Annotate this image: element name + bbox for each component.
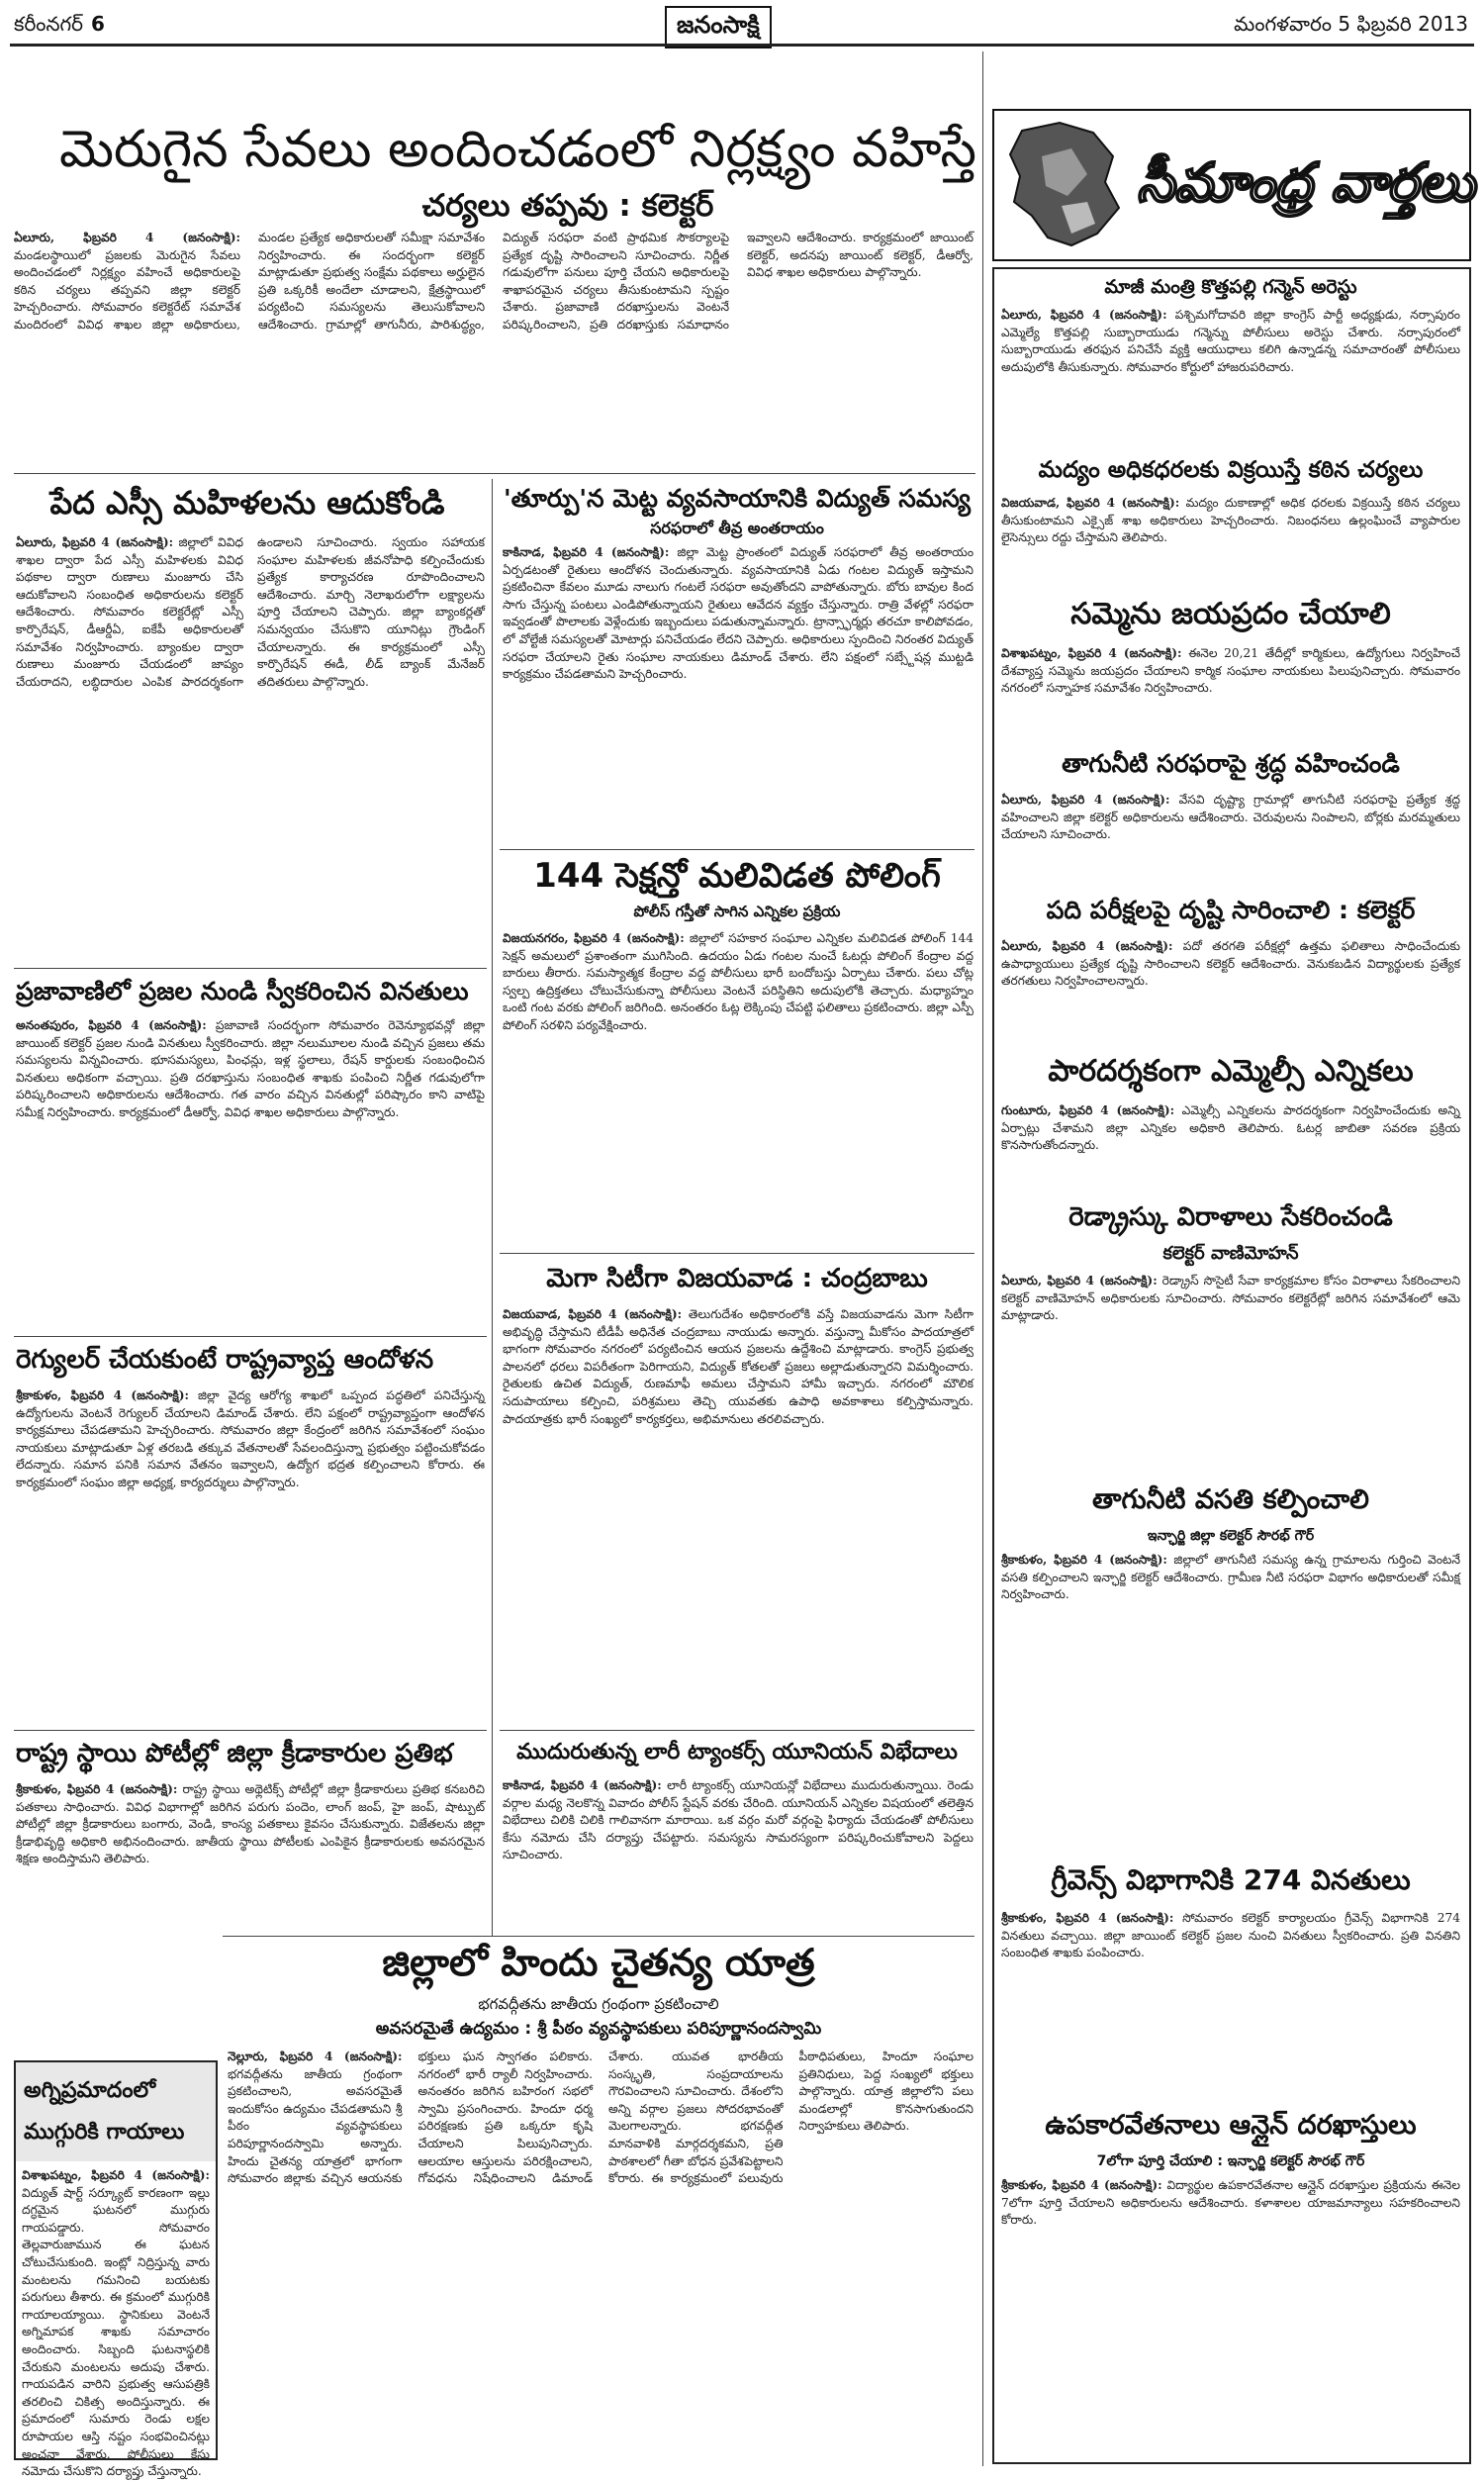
seemandhra-banner-title: సీమాంధ్ర వార్తలు	[1137, 150, 1475, 214]
lorry-text: లారీ ట్యాంకర్స్ యూనియన్లో విభేదాలు ముదురుతున్నాయి. రెండు వర్గాల మధ్య నెలకొన్న వివాదం పోలీస్ స్టేషన్ వరకు చేరింది. యూనియన్ ఎన్నికల విషయంలో తలెత్తిన విభేదాలు చిలికి చిలికి గాలివానగా మారాయి. ఒక వర్గం మరో వర్గంపై ఫిర్యాదు చేయడంతో పోలీసులు కేసు నమోదు చేసి దర్యాప్తు చేపట్టారు. సమస్యను సామరస్యంగా పరిష్కరించుకోవాలని పెద్దలు సూచించారు.	[503, 1778, 974, 1862]
side-item-1-body	[1001, 495, 1460, 584]
lead-body-text: మండలస్థాయిలో ప్రజలకు మెరుగైన సేవలు అందించడంలో నిర్లక్ష్యం వహించే అధికారులపై కఠిన చర్యలు తప్పవని జిల్లా కలెక్టర్ హెచ్చరించారు. సోమవారం కలెక్టరేట్ సమావేశ మందిరంలో వివిధ శాఖల జిల్లా అధికారులు, మండల ప్రత్యేక అధికారులతో సమీక్షా సమావేశం నిర్వహించారు. ఈ సందర్భంగా కలెక్టర్ మాట్లాడుతూ ప్రభుత్వ సంక్షేమ పథకాలు అర్హులైన ప్రతి ఒక్కరికీ అందేలా చూడాలని, క్షేత్రస్థాయిలో పర్యటించి సమస్యలను తెలుసుకోవాలని ఆదేశించారు. గ్రామాల్లో తాగునీరు, పారిశుద్ధ్యం, విద్యుత్ సరఫరా వంటి ప్రాథమిక సౌకర్యాలపై ప్రత్యేక దృష్టి సారించాలని సూచించారు. నిర్ణీత గడువులోగా పనులు పూర్తి చేయని అధికారులపై శాఖాపరమైన చర్యలు తీసుకుంటామని స్పష్టం చేశారు. ప్రజావాణి దరఖాస్తులను వెంటనే పరిష్కరించాలని, ప్రతి దరఖాస్తుకు సమాధానం ఇవ్వాలని ఆదేశించారు. కార్యక్రమంలో జాయింట్ కలెక్టర్, అదనపు జాయింట్ కలెక్టర్, డీఆర్వో, వివిధ శాఖల అధికారులు పాల్గొన్నారు.	[14, 231, 974, 332]
side-item-6-dateline: ఏలూరు, ఫిబ్రవరి 4 (జనంసాక్షి):	[1001, 1274, 1158, 1288]
side-item-5-text: ఎమ్మెల్సీ ఎన్నికలను పారదర్శకంగా నిర్వహించేందుకు అన్ని ఏర్పాట్లు చేశామని జిల్లా ఎన్నికల అధికారి తెలిపారు. ఓటర్ల జాబితా సవరణ ప్రక్రియ కొనసాగుతోందన్నారు.	[1001, 1103, 1461, 1153]
side-item-7-subhead: ఇన్ఛార్జి జిల్లా కలెక్టర్ సౌరభ్ గౌర్	[1147, 1528, 1315, 1544]
rashtra-text: రాష్ట్ర స్థాయి అథ్లెటిక్స్ పోటీల్లో జిల్లా క్రీడాకారులు ప్రతిభ కనబరిచి పతకాలు సాధించారు. వివిధ విభాగాల్లో జరిగిన పరుగు పందెం, లాంగ్ జంప్, హై జంప్, షాట్పుట్ పోటీల్లో జిల్లా క్రీడాకారులు బంగారు, వెండి, కాంస్య పతకాలు కైవసం చేసుకున్నారు. విజేతలను జిల్లా క్రీడాభివృద్ధి అధికారి అభినందించారు. జాతీయ స్థాయి పోటీలకు ఎంపికైన క్రీడాకారులకు అవసరమైన శిక్షణ అందిస్తామని తెలిపారు.	[16, 1782, 486, 1866]
polling-subhead: పోలీస్ గస్తీతో సాగిన ఎన్నికల ప్రక్రియ	[633, 903, 841, 920]
regular-text: జిల్లా వైద్య ఆరోగ్య శాఖలో ఒప్పంద పద్ధతిలో పనిచేస్తున్న ఉద్యోగులను వెంటనే రెగ్యులర్ చేయాలని డిమాండ్ చేశారు. లేని పక్షంలో రాష్ట్రవ్యాప్తంగా ఆందోళన కార్యక్రమాలు చేపడతామని హెచ్చరించారు. సోమవారం జిల్లా కేంద్రంలో జరిగిన సమావేశంలో సంఘం నాయకులు మాట్లాడుతూ ఏళ్ల తరబడి తక్కువ వేతనాలతో సేవలందిస్తున్నా ప్రభుత్వం పట్టించుకోవడం లేదన్నారు. సమాన పనికి సమాన వేతనం ఇవ్వాలని, ఉద్యోగ భద్రత కల్పించాలని కోరారు. ఈ కార్యక్రమంలో సంఘం జిల్లా అధ్యక్ష, కార్యదర్శులు పాల్గొన్నారు.	[16, 1388, 486, 1489]
mega-headline: మెగా సిటీగా విజయవాడ : చంద్రబాబు	[546, 1264, 928, 1293]
prajavani-dateline: అనంతపురం, ఫిబ్రవరి 4 (జనంసాక్షి):	[16, 1018, 207, 1032]
masthead-text: జనంసాక్షి	[677, 10, 760, 39]
side-item-5-dateline: గుంటూరు, ఫిబ్రవరి 4 (జనంసాక్షి):	[1001, 1103, 1175, 1117]
pedda-sc-dateline: ఏలూరు, ఫిబ్రవరి 4 (జనంసాక్షి):	[16, 535, 174, 549]
side-item-1-headline: మద్యం అధికధరలకు విక్రయిస్తే కఠిన చర్యలు	[1038, 457, 1424, 483]
side-item-0-body	[1001, 307, 1460, 447]
lead-dateline: ఏలూరు, ఫిబ్రవరి 4 (జనంసాక్షి):	[14, 231, 240, 244]
side-item-6-body	[1001, 1273, 1460, 1475]
regular-body	[16, 1387, 485, 1722]
andhra-map-icon	[1002, 117, 1127, 251]
side-item-8-headline: గ్రీవెన్స్ విభాగానికి 274 వినతులు	[1051, 1863, 1411, 1896]
turpu-text: జిల్లా మెట్ట ప్రాంతంలో విద్యుత్ సరఫరాలో తీవ్ర అంతరాయం ఏర్పడటంతో రైతులు ఆందోళన చెందుతున్నారు. వ్యవసాయానికి ఏడు గంటల విద్యుత్ ఇస్తామని ప్రకటించినా కేవలం మూడు నాలుగు గంటలే సరఫరా అవుతోందని వాపోతున్నారు. బోరు బావుల కింద సాగు చేస్తున్న పంటలు ఎండిపోతున్నాయని రైతులు ఆవేదన వ్యక్తం చేస్తున్నారు. రాత్రి వేళల్లో సరఫరా ఇవ్వడంతో పొలాలకు వెళ్లేందుకు ఇబ్బందులు పడుతున్నామన్నారు. ట్రాన్స్ఫార్మర్లు తరచూ కాలిపోవడం, లో వోల్టేజీ సమస్యలతో మోటార్లు పనిచేయడం లేదని చెప్పారు. అధికారులు స్పందించి నిరంతర విద్యుత్ సరఫరా చేయాలని రైతు సంఘాల నాయకులు డిమాండ్ చేశారు. లేని పక్షంలో సబ్స్టేషన్ల ముట్టడి కార్యక్రమం చేపడతామని హెచ్చరించారు.	[503, 545, 974, 682]
agni-body	[22, 2167, 210, 2479]
rashtra-dateline: శ్రీకాకుళం, ఫిబ్రవరి 4 (జనంసాక్షి):	[16, 1782, 178, 1796]
mega-dateline: విజయవాడ, ఫిబ్రవరి 4 (జనంసాక్షి):	[503, 1307, 683, 1321]
side-item-6-subhead: కలెక్టర్ వాణిమోహన్	[1162, 1243, 1299, 1264]
sep-1	[14, 968, 487, 969]
agni-box	[14, 2060, 218, 2479]
polling-body	[503, 930, 974, 1245]
hindu-sub2: అవసరమైతే ఉద్యమం : శ్రీ పీఠం వ్యవస్థాపకులు పరిపూర్ణానందస్వామి	[375, 2019, 822, 2039]
side-item-9-text: విద్యార్థుల ఉపకారవేతనాల ఆన్లైన్ దరఖాస్తుల ప్రక్రియను ఈనెల 7లోగా పూర్తి చేయాలని అధికారులను ఆదేశించారు. కళాశాలల యాజమాన్యాలు సహకరించాలని కోరారు.	[1001, 2178, 1461, 2228]
hindu-body	[228, 2049, 974, 2454]
col-divider-right	[982, 51, 983, 2466]
side-item-2-text: ఈనెల 20,21 తేదీల్లో కార్మికులు, ఉద్యోగులు నిర్వహించే దేశవ్యాప్త సమ్మెను జయప్రదం చేయాలని కార్మిక సంఘాల నాయకులు పిలుపునిచ్చారు. సోమవారం నగరంలో సన్నాహక సమావేశం నిర్వహించారు.	[1001, 646, 1460, 696]
turpu-dateline: కాకినాడ, ఫిబ్రవరి 4 (జనంసాక్షి):	[503, 545, 670, 559]
side-item-4-dateline: ఏలూరు, ఫిబ్రవరి 4 (జనంసాక్షి):	[1001, 939, 1173, 953]
side-item-4-body	[1001, 938, 1460, 1045]
polling-text: జిల్లాలో సహకార సంఘాల ఎన్నికల మలివిడత పోలింగ్ 144 సెక్షన్ అమలులో ప్రశాంతంగా ముగిసింది. ఉదయం ఏడు గంటల నుంచే ఓటర్లు పోలింగ్ కేంద్రాల వద్ద బారులు తీరారు. సమస్యాత్మక కేంద్రాల వద్ద పోలీసులు భారీ బందోబస్తు ఏర్పాటు చేశారు. పలు చోట్ల స్వల్ప ఉద్రిక్తతలు చోటుచేసుకున్నా పోలీసులు వెంటనే పరిస్థితిని అదుపులోకి తెచ్చారు. మధ్యాహ్నం ఒంటి గంట వరకు పోలింగ్ జరిగింది. అనంతరం ఓట్ల లెక్కింపు చేపట్టి ఫలితాలు ప్రకటించారు. జిల్లా ఎస్పీ పోలింగ్ సరళిని పర్యవేక్షించారు.	[503, 931, 974, 1032]
side-item-8-text: సోమవారం కలెక్టర్ కార్యాలయం గ్రీవెన్స్ విభాగానికి 274 వినతులు వచ్చాయి. జిల్లా జాయింట్ కలెక్టర్ ప్రజల నుంచి వినతులు స్వీకరించారు. ప్రతి వినతిని సంబంధిత శాఖకు పంపించారు.	[1001, 1911, 1461, 1960]
seemandhra-banner	[992, 109, 1475, 261]
lorry-headline: ముదురుతున్న లారీ ట్యాంకర్స్ యూనియన్ విభేదాలు	[516, 1740, 958, 1765]
lead-subhead: చర్యలు తప్పవు : కలెక్టర్	[421, 188, 714, 224]
masthead-logo	[665, 6, 772, 48]
side-item-8-body	[1001, 1910, 1460, 2100]
side-item-0-headline: మాజీ మంత్రి కొత్తపల్లి గన్మెన్ అరెస్టు	[1104, 276, 1357, 298]
side-item-4-headline: పది పరీక్షలపై దృష్టి సారించాలి : కలెక్టర్	[1046, 896, 1416, 924]
sep-6	[500, 1730, 974, 1731]
side-item-2-body	[1001, 645, 1460, 740]
side-item-8-dateline: శ్రీకాకుళం, ఫిబ్రవరి 4 (జనంసాక్షి):	[1001, 1911, 1174, 1925]
sep-3	[14, 1730, 487, 1731]
turpu-headline: 'తూర్పు'న మెట్ట వ్యవసాయానికి విద్యుత్ సమస్య	[503, 484, 972, 513]
edition-name: కరీంనగర్	[14, 12, 83, 36]
side-item-7-body	[1001, 1552, 1460, 1853]
polling-headline: 144 సెక్షన్తో మలివిడత పోలింగ్	[533, 856, 941, 896]
issue-date: మంగళవారం 5 ఫిబ్రవరి 2013	[1234, 12, 1468, 36]
side-item-7-headline: తాగునీటి వసతి కల్పించాలి	[1092, 1484, 1369, 1515]
side-item-9-dateline: శ్రీకాకుళం, ఫిబ్రవరి 4 (జనంసాక్షి):	[1001, 2178, 1162, 2192]
agni-text: విద్యుత్ షార్ట్ సర్క్యూట్ కారణంగా ఇల్లు దగ్ధమైన ఘటనలో ముగ్గురు గాయపడ్డారు. సోమవారం తెల్లవారుజామున ఈ ఘటన చోటుచేసుకుంది. ఇంట్లో నిద్రిస్తున్న వారు మంటలను గమనించి బయటకు పరుగులు తీశారు. ఈ క్రమంలో ముగ్గురికి గాయాలయ్యాయి. స్థానికులు వెంటనే అగ్నిమాపక శాఖకు సమాచారం అందించారు. సిబ్బంది ఘటనాస్థలికి చేరుకుని మంటలను అదుపు చేశారు. గాయపడిన వారిని ప్రభుత్వ ఆసుపత్రికి తరలించి చికిత్స అందిస్తున్నారు. ఈ ప్రమాదంలో సుమారు రెండు లక్షల రూపాయల ఆస్తి నష్టం సంభవించినట్లు అంచనా వేశారు. పోలీసులు కేసు నమోదు చేసుకొని దర్యాప్తు చేస్తున్నారు.	[22, 2185, 210, 2479]
side-item-3-body	[1001, 792, 1460, 887]
side-item-5-body	[1001, 1102, 1460, 1193]
side-item-9-headline: ఉపకారవేతనాలు ఆన్లైన్ దరఖాస్తులు	[1045, 2110, 1417, 2141]
hindu-text: భగవద్గీతను జాతీయ గ్రంథంగా ప్రకటించాలని, అవసరమైతే ఇందుకోసం ఉద్యమం చేపడతామని శ్రీ పీఠం వ్యవస్థాపకులు పరిపూర్ణానందస్వామి అన్నారు. హిందు చైతన్య యాత్రలో భాగంగా సోమవారం జిల్లాకు వచ్చిన ఆయనకు భక్తులు ఘన స్వాగతం పలికారు. నగరంలో భారీ ర్యాలీ నిర్వహించారు. అనంతరం జరిగిన బహిరంగ సభలో స్వామి ప్రసంగించారు. హిందూ ధర్మ పరిరక్షణకు ప్రతి ఒక్కరూ కృషి చేయాలని పిలుపునిచ్చారు. ఆలయాల ఆస్తులను పరిరక్షించాలని, గోవధను నిషేధించాలని డిమాండ్ చేశారు. యువత భారతీయ సంస్కృతి, సంప్రదాయాలను గౌరవించాలని సూచించారు. దేశంలోని అన్ని వర్గాల ప్రజలు సోదరభావంతో మెలగాలన్నారు. భగవద్గీత మానవాళికి మార్గదర్శకమని, ప్రతి పాఠశాలలో గీతా బోధన ప్రవేశపెట్టాలని కోరారు. ఈ కార్యక్రమంలో పలువురు పీఠాధిపతులు, హిందూ సంఘాల ప్రతినిధులు, పెద్ద సంఖ్యలో భక్తులు పాల్గొన్నారు. యాత్ర జిల్లాలోని పలు మండలాల్లో కొనసాగుతుందని నిర్వాహకులు తెలిపారు.	[228, 2050, 974, 2186]
polling-dateline: విజయనగరం, ఫిబ్రవరి 4 (జనంసాక్షి):	[503, 931, 685, 945]
side-item-3-text: వేసవి దృష్ట్యా గ్రామాల్లో తాగునీటి సరఫరాపై ప్రత్యేక శ్రద్ధ వహించాలని జిల్లా కలెక్టర్ అధికారులను ఆదేశించారు. చెరువులను నింపాలని, బోర్లకు మరమ్మతులు చేయాలని సూచించారు.	[1001, 793, 1460, 842]
sep-4	[500, 849, 974, 850]
side-item-3-dateline: ఏలూరు, ఫిబ్రవరి 4 (జనంసాక్షి):	[1001, 793, 1170, 807]
mega-body	[503, 1306, 974, 1720]
sep-2	[14, 1336, 487, 1337]
hindu-headline: జిల్లాలో హిందు చైతన్య యాత్ర	[382, 1941, 815, 1984]
side-item-1-dateline: విజయవాడ, ఫిబ్రవరి 4 (జనంసాక్షి):	[1001, 496, 1180, 510]
sep-7	[223, 1936, 974, 1937]
mega-text: తెలుగుదేశం అధికారంలోకి వస్తే విజయవాడను మెగా సిటీగా అభివృద్ధి చేస్తామని టీడీపీ అధినేత చంద్రబాబు నాయుడు అన్నారు. వస్తున్నా మీకోసం పాదయాత్రలో భాగంగా సోమవారం నగరంలో పర్యటించిన ఆయన ప్రజలను ఉద్దేశించి మాట్లాడారు. కాంగ్రెస్ ప్రభుత్వ పాలనలో ధరలు విపరీతంగా పెరిగాయని, విద్యుత్ కోతలతో ప్రజలు అల్లాడుతున్నారని విమర్శించారు. రైతులకు ఉచిత విద్యుత్, రుణమాఫీ అమలు చేస్తామని హామీ ఇచ్చారు. నగరంలో మౌలిక సదుపాయాలు కల్పించి, పరిశ్రమలు తెచ్చి యువతకు ఉపాధి అవకాశాలు కల్పిస్తామన్నారు. పాదయాత్రకు భారీ సంఖ్యలో కార్యకర్తలు, అభిమానులు తరలివచ్చారు.	[503, 1307, 974, 1426]
prajavani-text: ప్రజావాణి సందర్భంగా సోమవారం రెవెన్యూభవన్లో జిల్లా జాయింట్ కలెక్టర్ ప్రజల నుండి వినతులు స్వీకరించారు. జిల్లా నలుమూలల నుండి వచ్చిన ప్రజలు తమ సమస్యలను విన్నవించారు. భూసమస్యలు, పింఛన్లు, ఇళ్ల స్థలాలు, రేషన్ కార్డులకు సంబంధించిన వినతులు అధికంగా వచ్చాయి. ప్రతి దరఖాస్తును సంబంధిత శాఖకు పంపించి నిర్ణీత గడువులోగా పరిష్కరించాలని అధికారులను ఆదేశించారు. గత వారం వచ్చిన వినతుల్లో పరిష్కారం కాని వాటిపై సమీక్ష నిర్వహించారు. కార్యక్రమంలో డీఆర్వో, వివిధ శాఖల అధికారులు పాల్గొన్నారు.	[16, 1018, 486, 1119]
rashtra-headline: రాష్ట్ర స్థాయి పోటీల్లో జిల్లా క్రీడాకారుల ప్రతిభ	[16, 1739, 453, 1768]
lead-separator	[14, 473, 975, 474]
side-item-6-headline: రెడ్క్రాస్కు విరాళాలు సేకరించండి	[1068, 1202, 1393, 1232]
regular-headline: రెగ్యులర్ చేయకుంటే రాష్ట్రవ్యాప్త ఆందోళన	[16, 1345, 434, 1375]
sep-5	[500, 1253, 974, 1254]
lead-headline: మెరుగైన సేవలు అందించడంలో నిర్లక్ష్యం వహిస్తే	[59, 120, 976, 179]
prajavani-headline: ప్రజావాణిలో ప్రజల నుండి స్వీకరించిన వినతులు	[16, 977, 469, 1005]
side-item-6-text: రెడ్క్రాస్ సొసైటీ సేవా కార్యక్రమాల కోసం విరాళాలు సేకరించాలని కలెక్టర్ వాణిమోహన్ అధికారులకు సూచించారు. సోమవారం కలెక్టరేట్లో జరిగిన సమావేశంలో ఆమె మాట్లాడారు.	[1001, 1274, 1461, 1323]
folio-rule	[10, 44, 1474, 47]
turpu-body	[503, 544, 974, 841]
side-item-9-subhead: 7లోగా పూర్తి చేయాలి : ఇన్ఛార్జి కలెక్టర్ సౌరభ్ గౌర్	[1096, 2153, 1365, 2169]
prajavani-body	[16, 1017, 485, 1326]
side-item-4-text: పదో తరగతి పరీక్షల్లో ఉత్తమ ఫలితాలు సాధించేందుకు ఉపాధ్యాయులు ప్రత్యేక దృష్టి సారించాలని కలెక్టర్ ఆదేశించారు. వెనుకబడిన విద్యార్థులకు ప్రత్యేక తరగతులు నిర్వహించాలన్నారు.	[1001, 939, 1460, 989]
side-item-0-text: పశ్చిమగోదావరి జిల్లా కాంగ్రెస్ పార్టీ అధ్యక్షుడు, నర్సాపురం ఎమ్మెల్యే కొత్తపల్లి సుబ్బారాయుడు గన్మెన్ను పోలీసులు అరెస్టు చేశారు. నర్సాపురంలో సుబ్బారాయుడు తరఫున పనిచేసే వ్యక్తి ఆయుధాలు కలిగి ఉన్నాడన్న సమాచారంతో పోలీసులు అదుపులోకి తీసుకున్నారు. సోమవారం కోర్టులో హాజరుపరిచారు.	[1001, 308, 1460, 374]
page-number: 6	[91, 12, 105, 36]
pedda-sc-text: జిల్లాలో వివిధ శాఖల ద్వారా పేద ఎస్సీ మహిళలకు వివిధ పథకాల ద్వారా రుణాలు మంజూరు చేసి ఆదుకోవాలని సంబంధిత అధికారులను కలెక్టర్ ఆదేశించారు. సోమవారం కలెక్టరేట్లో ఎస్సీ కార్పొరేషన్, డీఆర్డీఏ, ఐకేపీ అధికారులతో సమావేశం నిర్వహించారు. బ్యాంకుల ద్వారా రుణాలు మంజూరు చేయడంలో జాప్యం చేయరాదని, లబ్ధిదారుల ఎంపిక పారదర్శకంగా ఉండాలని సూచించారు. స్వయం సహాయక సంఘాల మహిళలకు జీవనోపాధి కల్పించేందుకు ప్రత్యేక కార్యాచరణ రూపొందించాలని ఆదేశించారు. మార్చి నెలాఖరులోగా లక్ష్యాలను పూర్తి చేయాలని చెప్పారు. జిల్లా బ్యాంకర్లతో సమన్వయం చేసుకొని యూనిట్లు గ్రౌండింగ్ చేయాలన్నారు. ఈ కార్యక్రమంలో ఎస్సీ కార్పొరేషన్ ఈడీ, లీడ్ బ్యాంక్ మేనేజర్ తదితరులు పాల్గొన్నారు.	[16, 535, 485, 689]
col-divider-1	[492, 479, 493, 1936]
side-item-7-text: జిల్లాలో తాగునీటి సమస్య ఉన్న గ్రామాలను గుర్తించి వెంటనే వసతి కల్పించాలని ఇన్ఛార్జి కలెక్టర్ ఆదేశించారు. గ్రామీణ నీటి సరఫరా విభాగం అధికారులతో సమీక్ష నిర్వహించారు.	[1001, 1553, 1460, 1602]
lead-body	[14, 230, 974, 459]
pedda-sc-headline: పేద ఎస్సీ మహిళలను ఆదుకోండి	[49, 484, 445, 522]
turpu-subhead: సరఫరాలో తీవ్ర అంతరాయం	[650, 519, 824, 537]
side-item-3-headline: తాగునీటి సరఫరాపై శ్రద్ధ వహించండి	[1062, 749, 1400, 778]
agni-dateline: విశాఖపట్నం, ఫిబ్రవరి 4 (జనంసాక్షి):	[22, 2168, 210, 2182]
side-item-5-headline: పారదర్శకంగా ఎమ్మెల్సీ ఎన్నికలు	[1048, 1054, 1414, 1089]
side-item-1-text: మద్యం దుకాణాల్లో అధిక ధరలకు విక్రయిస్తే కఠిన చర్యలు తీసుకుంటామని ఎక్సైజ్ శాఖ అధికారులు హెచ్చరించారు. నిబంధనలు ఉల్లంఘించే వ్యాపారుల లైసెన్సులు రద్దు చేస్తామని తెలిపారు.	[1001, 496, 1461, 545]
side-item-2-dateline: విశాఖపట్నం, ఫిబ్రవరి 4 (జనంసాక్షి):	[1001, 646, 1182, 660]
side-item-9-body	[1001, 2177, 1460, 2452]
agni-headline: అగ్నిప్రమాదంలో ముగ్గురికి గాయాలు	[24, 2078, 185, 2145]
side-item-0-dateline: ఏలూరు, ఫిబ్రవరి 4 (జనంసాక్షి):	[1001, 308, 1167, 322]
lorry-dateline: కాకినాడ, ఫిబ్రవరి 4 (జనంసాక్షి):	[503, 1778, 662, 1792]
hindu-sub1: భగవద్గీతను జాతీయ గ్రంథంగా ప్రకటించాలి	[478, 1995, 719, 2013]
regular-dateline: శ్రీకాకుళం, ఫిబ్రవరి 4 (జనంసాక్షి):	[16, 1388, 189, 1402]
pedda-sc-body	[16, 534, 485, 958]
side-item-7-dateline: శ్రీకాకుళం, ఫిబ్రవరి 4 (జనంసాక్షి):	[1001, 1553, 1167, 1567]
hindu-dateline: నెల్లూరు, ఫిబ్రవరి 4 (జనంసాక్షి):	[228, 2050, 403, 2063]
lorry-body	[503, 1777, 974, 1928]
side-item-2-headline: సమ్మెను జయప్రదం చేయాలి	[1070, 597, 1391, 631]
